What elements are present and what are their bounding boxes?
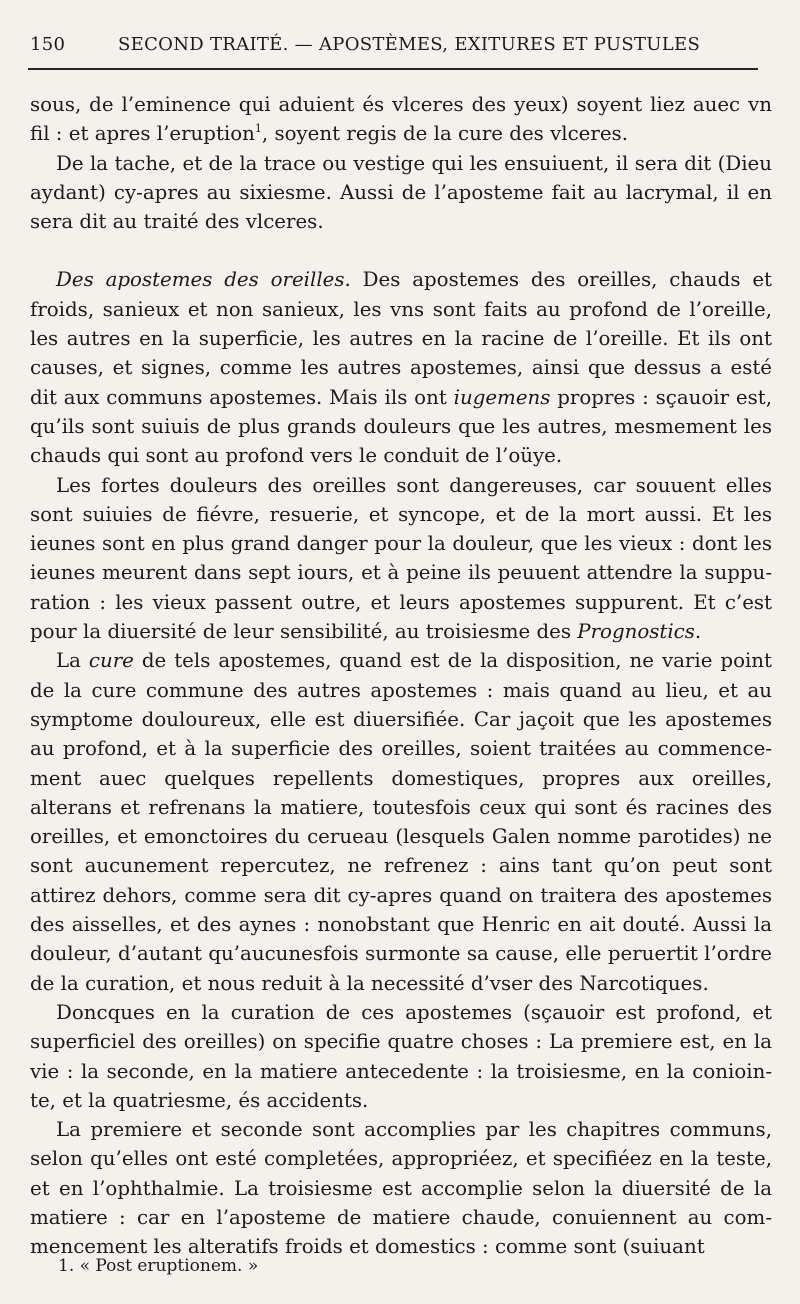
section-heading: Des apostemes des oreilles.	[56, 268, 351, 292]
body-text	[30, 90, 772, 1262]
paragraph: La premiere et seconde sont accomplies par les chapitres communs, selon qu’elles ont esté completées, appropriéez, et specifiéez en la teste, et en l’ophthalmie. La troisiesme est accomplie selon la diuersité de la matiere : car en l’aposteme de matiere chaude, conuiennent au commencement les alteratifs froids et domestics : comme sont (suiuant	[30, 1118, 772, 1259]
text-run: La	[56, 649, 89, 673]
footnote: 1. « Post eruptionem. »	[58, 1256, 259, 1276]
paragraph	[30, 471, 772, 647]
text-run: de tels apostemes, quand est de la disposition, ne varie point de la cure commune des autres apostemes : mais quand au lieu, et au symptome douloureux, elle est diuersifiée. Car jaçoit que les apostemes au profond, et à la superficie des oreilles, soient traitées au commencement auec quelques repellents domestiques, propres aux oreilles, alterans et refrenans la matiere, toutesfois ceux qui sont és racines des oreilles, et emonctoires du cerueau (lesquels Galen nomme parotides) ne sont aucunement repercutez, ne refrenez : ains tant qu’on peut sont attirez dehors, comme sera dit cy-apres quand on traitera des apostemes des aisselles, et des aynes : nonobstant que Henric en ait douté. Aussi la douleur, d’autant qu’aucunesfois surmonte sa cause, elle peruertit l’ordre de la curation, et nous reduit à la necessité d’vser des Narcotiques.	[30, 649, 772, 995]
text-run: , soyent regis de la cure des vlceres.	[261, 122, 628, 146]
italic-term: Prognostics	[577, 620, 695, 644]
text-run: propres : sçauoir est, qu’ils sont suiuis de plus grands douleurs que les autres, mesmement les chauds qui sont au profond vers le conduit de l’oüye.	[30, 385, 772, 468]
header-rule	[28, 68, 758, 70]
paragraph	[30, 646, 772, 998]
text-run: Les fortes douleurs des oreilles sont dangereuses, car souuent elles sont suiuies de fiévre, resuerie, et syncope, et de la mort aussi. Et les ieunes sont en plus grand danger pour la douleur, que les vieux : dont les ieunes meurent dans sept iours, et à peine ils peuuent attendre la suppuration : les vieux passent outre, et leurs apostemes suppurent. Et c’est pour la diuersité de leur sensibilité, au troisiesme des	[30, 473, 772, 644]
text-run: .	[694, 620, 702, 644]
italic-term: iugemens	[453, 385, 551, 409]
running-title: SECOND TRAITÉ. — APOSTÈMES, EXITURES ET PUSTULES	[118, 34, 701, 55]
paragraph-section-ears	[30, 265, 772, 470]
italic-term: cure	[88, 649, 134, 673]
paragraph: De la tache, et de la trace ou vestige qui les ensuiuent, il sera dit (Dieu aydant) cy-apres au sixiesme. Aussi de l’aposteme fait au lacrymal, il en sera dit au traité des vlceres.	[30, 151, 772, 234]
text-run: sous, de l’eminence qui aduient és vlceres des yeux) soyent liez auec vn fil : et apres l’eruption	[30, 93, 772, 146]
page-header	[30, 30, 760, 60]
footnote-reference[interactable]: 1	[254, 122, 262, 136]
text-run: Des apostemes des oreilles, chauds et froids, sanieux et non sanieux, les vns sont faits au profond de l’oreille, les autres en la superficie, les autres en la racine de l’oreille. Et ils ont causes, et signes, comme les autres apostemes, ainsi que dessus a esté dit aux communs apostemes. Mais ils ont	[30, 268, 772, 409]
page-number: 150	[30, 34, 66, 55]
paragraph-continuation	[30, 90, 772, 149]
paragraph: Doncques en la curation de ces apostemes (sçauoir est profond, et superficiel des oreilles) on specifie quatre choses : La premiere est, en la vie : la seconde, en la matiere antecedente : la troisiesme, en la coniointe, et la quatriesme, és accidents.	[30, 1000, 772, 1112]
